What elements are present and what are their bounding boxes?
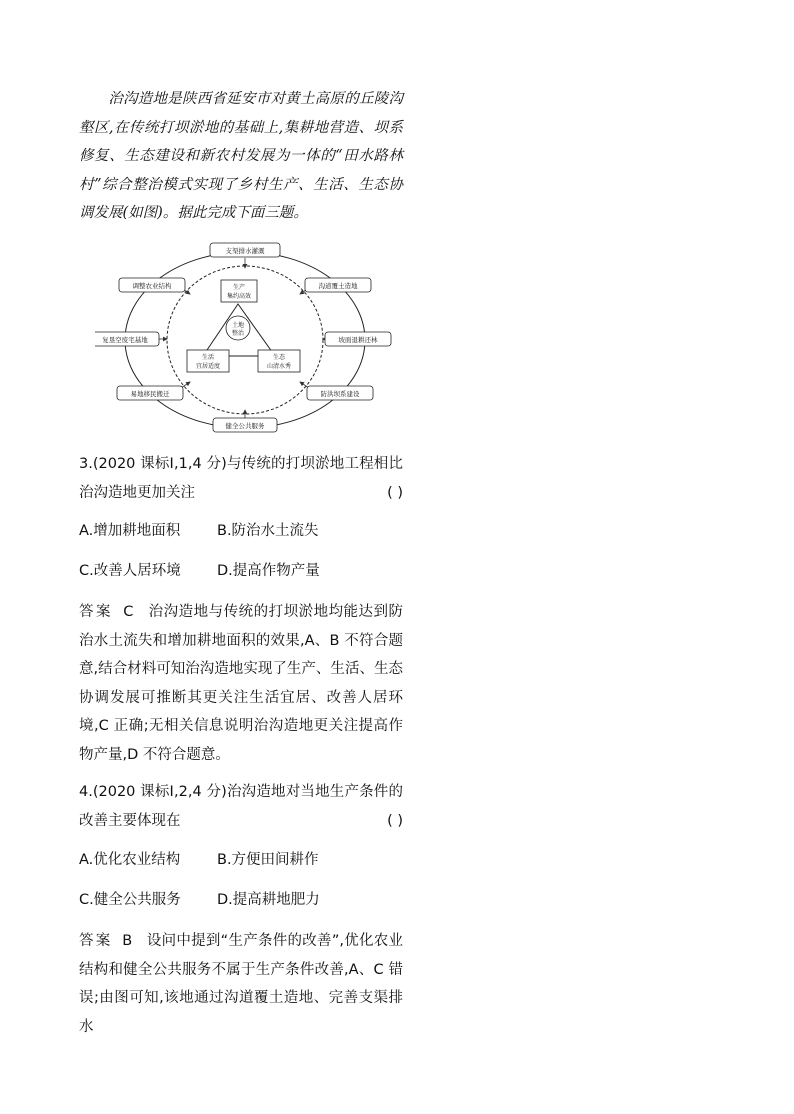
living-label-1: 生活 — [201, 354, 215, 361]
production-label-1: 生产 — [232, 284, 246, 291]
outer-label-4: 健全公共服务 — [225, 422, 265, 430]
intro-text: 治沟造地是陕西省延安市对黄土高原的丘陵沟壑区,在传统打坝淤地的基础上,集耕地营造、坝系修复、生态建设和新农村发展为一体的“田水路林村”综合整治模式实现了乡村生产、生活、生态协调发展(如图)。据此完成下面三题。 — [79, 91, 403, 221]
q4-option-c: C.健全公共服务 — [79, 892, 181, 908]
question-4-text: 4.(2020 课标Ⅰ,2,4 分)治沟造地对当地生产条件的改善主要体现在 — [79, 784, 403, 829]
q3-option-c: C.改善人居环境 — [79, 563, 181, 579]
production-label-2: 集约高效 — [226, 293, 252, 300]
outer-label-0: 支渠排水灌溉 — [225, 247, 265, 255]
q3-answer-key: C — [123, 604, 134, 620]
center-label-2: 整治 — [231, 330, 245, 337]
question-3-paren: ( ) — [387, 484, 403, 501]
question-3-answer — [79, 598, 403, 769]
ecology-label-2: 山清水秀 — [266, 363, 292, 370]
question-4-paren: ( ) — [387, 812, 403, 829]
q3-option-b: B.防治水土流失 — [217, 523, 319, 539]
question-3-text: 3.(2020 课标Ⅰ,1,4 分)与传统的打坝淤地工程相比治沟造地更加关注 — [79, 456, 403, 501]
q4-option-b: B.方便田间耕作 — [217, 852, 319, 868]
q4-option-a: A.优化农业结构 — [79, 852, 181, 868]
diagram-svg — [95, 236, 395, 436]
land-remediation-diagram — [95, 236, 395, 436]
question-3-options-cd — [79, 557, 403, 586]
intro-paragraph — [79, 85, 403, 228]
q3-option-d: D.提高作物产量 — [217, 563, 320, 579]
question-4-stem — [79, 778, 403, 835]
q3-option-a: A.增加耕地面积 — [79, 523, 181, 539]
question-3-stem — [79, 450, 403, 507]
question-4-answer — [79, 927, 403, 1041]
q4-option-d: D.提高耕地肥力 — [217, 892, 320, 908]
q4-answer-label: 答案 — [79, 933, 113, 949]
ecology-label-1: 生态 — [272, 354, 286, 361]
question-4-options-cd — [79, 886, 403, 915]
q3-explanation: 治沟造地与传统的打坝淤地均能达到防治水土流失和增加耕地面积的效果,A、B 不符合题意,结合材料可知治沟造地实现了生产、生活、生态协调发展可推断其更关注生活宜居、改善人居环境,C 正确;无相关信息说明治沟造地更关注提高作物产量,D 不符合题意。 — [79, 604, 404, 763]
q4-explanation: 设问中提到“生产条件的改善”,优化农业结构和健全公共服务不属于生产条件改善,A、C 错误;由图可知,该地通过沟道覆土造地、完善支渠排水 — [79, 933, 403, 1035]
living-label-2: 宜居适度 — [195, 363, 221, 370]
center-label-1: 土地 — [231, 322, 245, 329]
outer-label-3: 防洪坝系建设 — [320, 390, 360, 398]
outer-label-6: 复垦空废宅基地 — [102, 336, 148, 344]
outer-label-7: 调整农业结构 — [132, 282, 172, 290]
question-4-options-ab — [79, 846, 403, 875]
outer-label-5: 易地移民搬迁 — [130, 390, 170, 398]
question-3-options-ab — [79, 517, 403, 546]
q4-answer-key: B — [122, 933, 133, 949]
q3-answer-label: 答案 — [79, 604, 113, 620]
outer-label-2: 坡面退耕还林 — [338, 336, 378, 344]
outer-label-1: 沟道覆土造地 — [318, 282, 358, 290]
